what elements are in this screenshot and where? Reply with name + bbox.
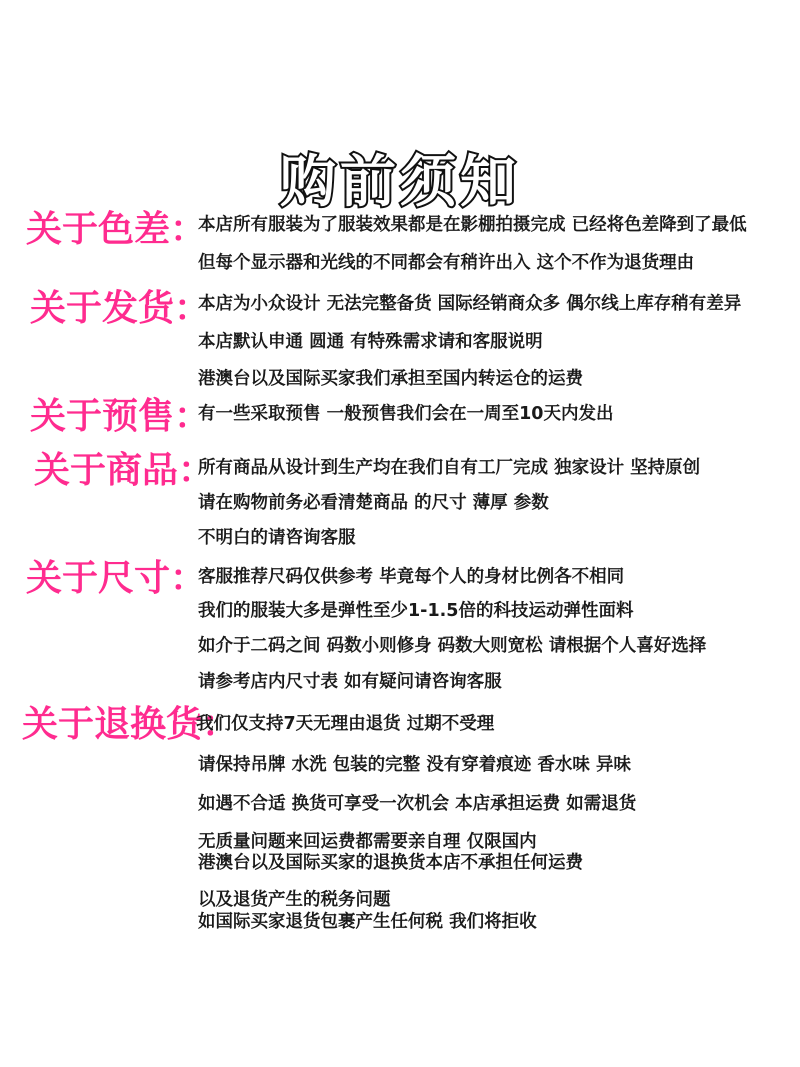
section-heading-presale: 关于预售： — [30, 396, 211, 437]
section-line: 但每个显示器和光线的不同都会有稍许出入 这个不作为退货理由 — [198, 253, 695, 273]
section-line: 港澳台以及国际买家我们承担至国内转运仓的运费 — [198, 369, 583, 389]
section-line: 无质量问题来回运费都需要亲自理 仅限国内 — [198, 832, 537, 852]
section-heading-shipping: 关于发货： — [30, 288, 211, 329]
section-line: 本店所有服装为了服装效果都是在影棚拍摄完成 已经将色差降到了最低 — [198, 215, 747, 235]
section-heading-sizing: 关于尺寸： — [26, 558, 207, 599]
section-line: 如遇不合适 换货可享受一次机会 本店承担运费 如需退货 — [198, 794, 637, 814]
section-line: 不明白的请咨询客服 — [198, 528, 356, 548]
section-line: 我们仅支持7天无理由退货 过期不受理 — [196, 714, 495, 734]
section-line: 我们的服装大多是弹性至少1-1.5倍的科技运动弹性面料 — [198, 601, 634, 621]
section-line: 如国际买家退货包裹产生任何税 我们将拒收 — [198, 912, 537, 932]
section-heading-color-difference: 关于色差： — [26, 209, 207, 250]
section-line: 港澳台以及国际买家的退换货本店不承担任何运费 — [198, 853, 583, 873]
section-line: 本店为小众设计 无法完整备货 国际经销商众多 偶尔线上库存稍有差异 — [198, 294, 742, 314]
section-line: 请在购物前务必看清楚商品 的尺寸 薄厚 参数 — [198, 493, 549, 513]
section-line: 本店默认申通 圆通 有特殊需求请和客服说明 — [198, 332, 543, 352]
section-line: 请保持吊牌 水洗 包装的完整 没有穿着痕迹 香水味 异味 — [198, 755, 631, 775]
page-title: 购前须知 — [280, 150, 520, 215]
section-line: 客服推荐尺码仅供参考 毕竟每个人的身材比例各不相同 — [198, 567, 625, 587]
section-heading-products: 关于商品： — [34, 450, 215, 491]
section-line: 以及退货产生的税务问题 — [198, 890, 391, 910]
section-line: 有一些采取预售 一般预售我们会在一周至10天内发出 — [198, 404, 614, 424]
section-line: 所有商品从设计到生产均在我们自有工厂完成 独家设计 坚持原创 — [198, 458, 701, 478]
section-heading-returns: 关于退换货： — [22, 704, 239, 745]
section-line: 如介于二码之间 码数小则修身 码数大则宽松 请根据个人喜好选择 — [198, 636, 707, 656]
section-line: 请参考店内尺寸表 如有疑问请咨询客服 — [198, 672, 502, 692]
